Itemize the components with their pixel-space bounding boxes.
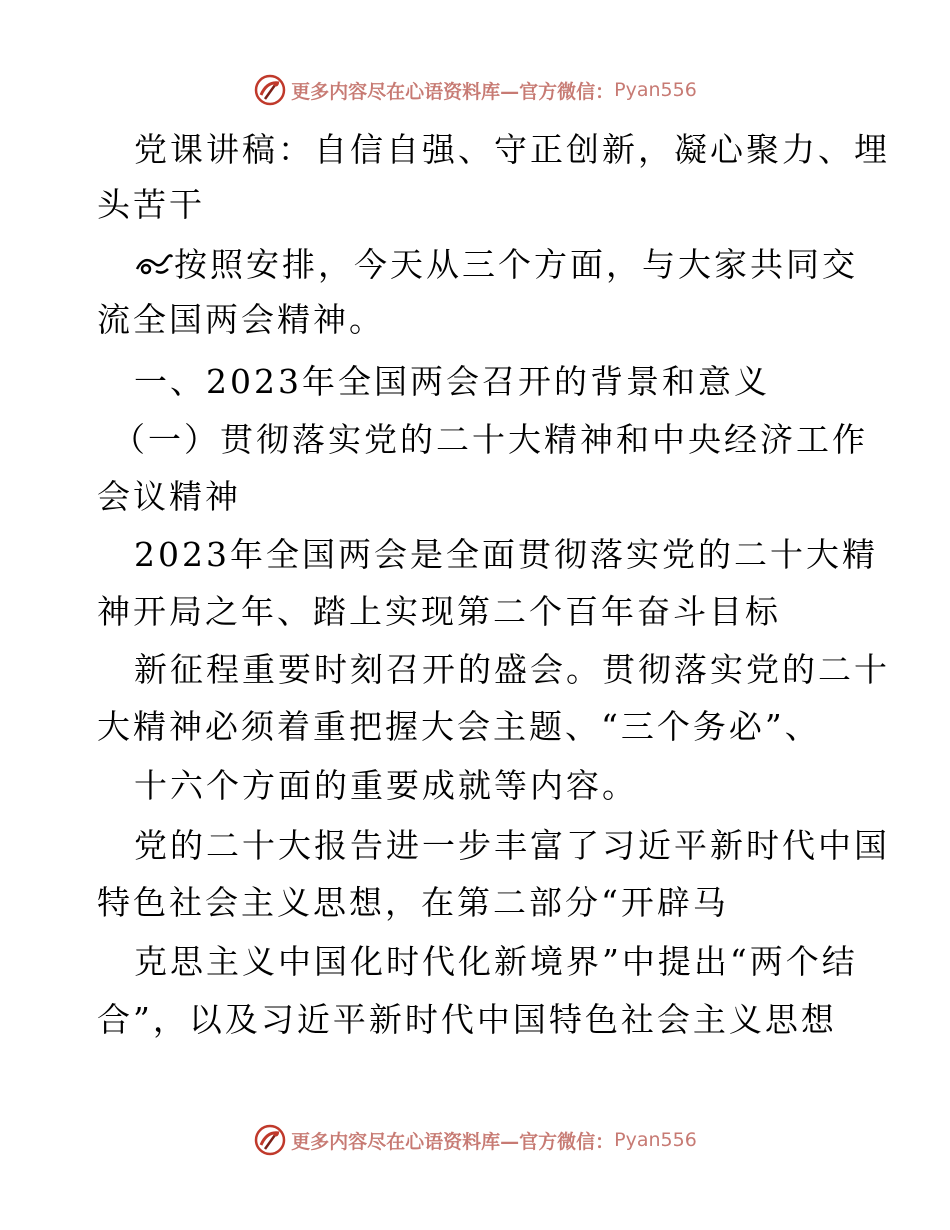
- header-banner: [0, 70, 950, 110]
- paragraph-line: 特色社会主义思想，在第二部分“开辟马: [97, 883, 729, 922]
- paragraph-line: 党的二十大报告进一步丰富了习近平新时代中国: [134, 826, 890, 865]
- banner-wechat: Pyan556: [614, 1129, 697, 1151]
- footer-banner: [0, 1120, 950, 1160]
- title-line-2: 头苦干: [97, 185, 205, 224]
- banner-text: 更多内容尽在心语资料库—官方微信：: [291, 80, 615, 103]
- section-heading: 一、2023年全国两会召开的背景和意义: [134, 362, 770, 401]
- paragraph-line: 新征程重要时刻召开的盛会。贯彻落实党的二十: [134, 650, 890, 689]
- paragraph-line: 神开局之年、踏上实现第二个百年奋斗目标: [97, 592, 781, 631]
- subsection-heading-line-1: （一）贯彻落实党的二十大精神和中央经济工作: [112, 420, 868, 459]
- subsection-heading-line-2: 会议精神: [97, 477, 241, 516]
- paragraph-line: 大精神必须着重把握大会主题、“三个务必”、: [97, 707, 821, 746]
- flourish-icon: [134, 249, 174, 279]
- logo-icon: [253, 73, 287, 107]
- paragraph-line: 合”，以及习近平新时代中国特色社会主义思想: [97, 1000, 837, 1039]
- banner-wechat: Pyan556: [614, 79, 697, 101]
- paragraph-line: 克思主义中国化时代化新境界”中提出“两个结: [134, 942, 858, 981]
- paragraph-line: 十六个方面的重要成就等内容。: [134, 766, 638, 805]
- paragraph-line: 流全国两会精神。: [97, 300, 385, 339]
- paragraph-line: 2023年全国两会是全面贯彻落实党的二十大精: [134, 535, 878, 574]
- title-line-1: 党课讲稿：自信自强、守正创新，凝心聚力、埋: [134, 130, 890, 169]
- paragraph-text: 按照安排，今天从三个方面，与大家共同交: [174, 245, 858, 284]
- logo-icon: [253, 1123, 287, 1157]
- banner-text: 更多内容尽在心语资料库—官方微信：: [291, 1130, 615, 1153]
- paragraph-line: [134, 245, 858, 285]
